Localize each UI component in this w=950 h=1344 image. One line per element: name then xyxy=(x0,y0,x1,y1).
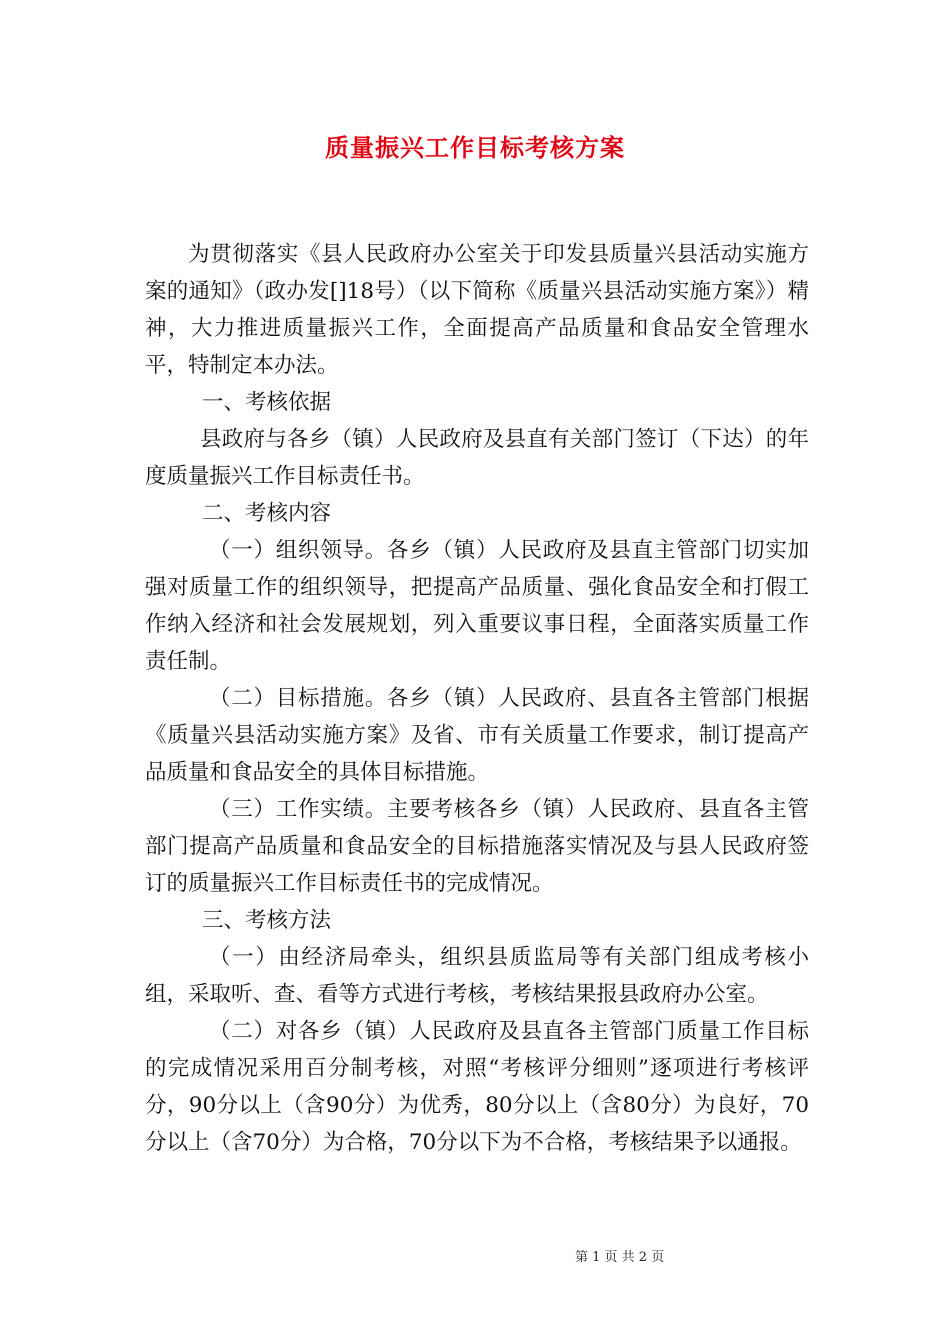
paragraph-basis: 县政府与各乡（镇）人民政府及县直有关部门签订（下达）的年度质量振兴工作目标责任书。 xyxy=(145,427,809,489)
paragraph-content-3: （三）工作实绩。主要考核各乡（镇）人民政府、县直各主管部门提高产品质量和食品安全的目标措施落实情况及与县人民政府签订的质量振兴工作目标责任书的完成情况。 xyxy=(145,797,809,896)
document-title: 质量振兴工作目标考核方案 xyxy=(325,133,625,162)
document-body xyxy=(145,236,809,1161)
heading-basis: 一、考核依据 xyxy=(202,390,332,415)
paragraph-content-1: （一）组织领导。各乡（镇）人民政府及县直主管部门切实加强对质量工作的组织领导，把提高产品质量、强化食品安全和打假工作纳入经济和社会发展规划，列入重要议事日程，全面落实质量工作责任制。 xyxy=(145,538,809,674)
heading-content: 二、考核内容 xyxy=(202,501,332,526)
page-number: 第 1 页 共 2 页 xyxy=(575,1250,665,1265)
paragraph-method-2: （二）对各乡（镇）人民政府及县直各主管部门质量工作目标的完成情况采用百分制考核，对照“考核评分细则”逐项进行考核评分，90分以上（含90分）为优秀，80分以上（含80分）为良好，70分以上（含70分）为合格，70分以下为不合格，考核结果予以通报。 xyxy=(145,1019,809,1155)
paragraph-intro: 为贯彻落实《县人民政府办公室关于印发县质量兴县活动实施方案的通知》（政办发[]18号）（以下简称《质量兴县活动实施方案》）精神，大力推进质量振兴工作，全面提高产品质量和食品安全管理水平，特制定本办法。 xyxy=(145,242,809,378)
heading-method: 三、考核方法 xyxy=(202,908,332,933)
paragraph-content-2: （二）目标措施。各乡（镇）人民政府、县直各主管部门根据《质量兴县活动实施方案》及省、市有关质量工作要求，制订提高产品质量和食品安全的具体目标措施。 xyxy=(145,686,809,785)
paragraph-method-1: （一）由经济局牵头，组织县质监局等有关部门组成考核小组，采取听、查、看等方式进行考核，考核结果报县政府办公室。 xyxy=(145,945,809,1007)
